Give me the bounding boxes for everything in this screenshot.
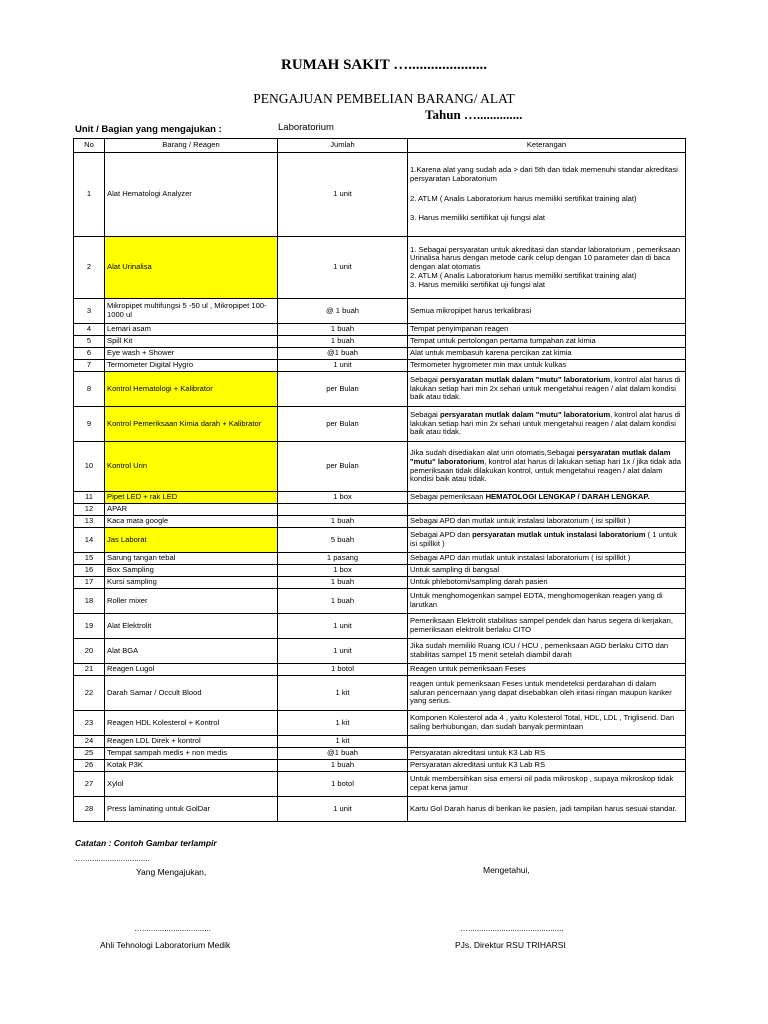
item-quantity: 1 buah (278, 336, 408, 348)
item-name: Reagen HDL Kolesterol + Kontrol (105, 711, 278, 736)
note-line: Jika sudah memiliki Ruang ICU / HCU , pemeriksaan AGD berlaku CITO dan stabilitas sampel 15 menit setelah diambil darah (410, 641, 669, 659)
note-text: Jika sudah disediakan alat urin otomatis,Sebagai (410, 448, 577, 458)
item-quantity: 5 buah (278, 528, 408, 553)
note-emphasis: persyaratan mutlak untuk instalasi laboratorium (472, 530, 646, 540)
item-quantity: @1 buah (278, 748, 408, 760)
note-text: , kontrol alat harus di lakukan setiap hari min 2x sehari untuk mengetahui reagen / alat dalam kondisi baik atau tidak. (410, 409, 681, 437)
row-number: 2 (74, 237, 105, 299)
procurement-table (73, 138, 686, 822)
item-note (408, 528, 686, 553)
row-number: 16 (74, 565, 105, 577)
item-quantity: per Bulan (278, 407, 408, 442)
item-name: Alat Urinalisa (105, 237, 278, 299)
note-text: Sebagai APD dan (410, 530, 473, 540)
note-line: Tempat untuk pertolongan pertama tumpahan zat kimia (410, 336, 596, 346)
item-name: Kontrol Pemeriksaan Kimia darah + Kalibrator (105, 407, 278, 442)
item-quantity: 1 unit (278, 797, 408, 822)
item-name: Reagen Lugol (105, 664, 278, 676)
item-name: Jas Laborat (105, 528, 278, 553)
table-row (74, 748, 686, 760)
applicant-title: Yang Mengajukan, (136, 867, 207, 877)
table-row (74, 565, 686, 577)
note-line: Termometer hygrometer min max untuk kulkas (410, 360, 567, 370)
item-note (408, 711, 686, 736)
note-line: Untuk menghomogenkan sampel EDTA, menghomogenkan reagen yang di larutkan (410, 591, 663, 609)
applicant-name: Ahli Tehnologi Laboratorium Medik (100, 940, 231, 950)
row-number: 12 (74, 504, 105, 516)
note-line: Persyaratan akreditasi untuk K3 Lab RS (410, 748, 546, 758)
table-row (74, 324, 686, 336)
item-name: Mikropipet multifungsi 5 -50 ul , Mikropipet 100-1000 ul (105, 299, 278, 324)
item-quantity: per Bulan (278, 442, 408, 492)
item-quantity: 1 unit (278, 237, 408, 299)
item-name: Spill Kit (105, 336, 278, 348)
item-quantity (278, 504, 408, 516)
note-line: 3. Harus memiliki sertifikat uji fungsi alat (410, 213, 546, 223)
note-text: ( 1 untuk isi spillkit ) (410, 530, 678, 548)
item-note (408, 442, 686, 492)
table-row (74, 492, 686, 504)
note-line: 1. Sebagai persyaratan untuk akreditasi dan standar laboratorium , pemeriksaan Urinalisa harus dengan metode carik celup dengan 10 parameter dan di baca dengan alat otomatis (410, 244, 681, 272)
item-name: Lemari asam (105, 324, 278, 336)
row-number: 17 (74, 577, 105, 589)
row-number: 20 (74, 639, 105, 664)
item-note (408, 664, 686, 676)
item-quantity: 1 unit (278, 153, 408, 237)
item-name: Roller mixer (105, 589, 278, 614)
table-row (74, 528, 686, 553)
table-row (74, 797, 686, 822)
item-quantity: 1 buah (278, 589, 408, 614)
row-number: 8 (74, 372, 105, 407)
item-name: Reagen LDL Direk + kontrol (105, 736, 278, 748)
note-line: Sebagai APD dan mutlak untuk instalasi laboratorium ( isi spillkit ) (410, 516, 631, 526)
note-line (410, 184, 683, 195)
item-name: Kontrol Hematologi + Kalibrator (105, 372, 278, 407)
item-name: Kotak P3K (105, 760, 278, 772)
row-number: 4 (74, 324, 105, 336)
item-quantity: 1 kit (278, 676, 408, 711)
item-note (408, 676, 686, 711)
note-line: Untuk sampling di bangsal (410, 565, 500, 575)
row-number: 19 (74, 614, 105, 639)
item-note (408, 492, 686, 504)
table-row (74, 336, 686, 348)
row-number: 22 (74, 676, 105, 711)
item-name: Pipet LED + rak LED (105, 492, 278, 504)
table-row (74, 153, 686, 237)
note-line: 3. Harus memiliki sertifikat uji fungsi alat (410, 279, 546, 289)
table-row (74, 407, 686, 442)
row-number: 6 (74, 348, 105, 360)
item-name: Alat Hematologi Analyzer (105, 153, 278, 237)
item-note (408, 565, 686, 577)
table-row (74, 711, 686, 736)
table-row (74, 360, 686, 372)
item-quantity: 1 kit (278, 736, 408, 748)
item-name: Kaca mata google (105, 516, 278, 528)
note-line: Reagen untuk pemeriksaan Feses (410, 664, 526, 674)
header-no: No (74, 139, 105, 153)
item-quantity: 1 buah (278, 516, 408, 528)
item-name: Box Sampling (105, 565, 278, 577)
row-number: 28 (74, 797, 105, 822)
table-row (74, 760, 686, 772)
note-line: Untuk phlebotomi/sampling darah pasien (410, 577, 548, 587)
acknowledger-signature-line: …........................................... (460, 924, 564, 933)
row-number: 9 (74, 407, 105, 442)
item-note (408, 797, 686, 822)
note-line: Kartu Gol Darah harus di berikan ke pasien, jadi tampilan harus sesuai standar. (410, 803, 677, 813)
year-label: Tahun ….............. (425, 107, 523, 122)
note-emphasis: persyaratan mutlak dalam "mutu" laboratorium (439, 409, 611, 419)
row-number: 27 (74, 772, 105, 797)
note-line: 1.Karena alat yang sudah ada > dari 5th dan tidak memenuhi standar akreditasi persyaratan Laboratorium (410, 165, 678, 183)
item-note (408, 589, 686, 614)
table-row (74, 237, 686, 299)
row-number: 1 (74, 153, 105, 237)
item-quantity: 1 buah (278, 577, 408, 589)
item-note (408, 748, 686, 760)
table-row (74, 299, 686, 324)
row-number: 7 (74, 360, 105, 372)
row-number: 21 (74, 664, 105, 676)
note-text: , kontrol alat harus di lakukan setiap hari min 2x sehari untuk mengetahui reagen / alat dalam kondisi baik atau tidak. (410, 374, 681, 402)
item-note (408, 153, 686, 237)
row-number: 18 (74, 589, 105, 614)
item-note (408, 237, 686, 299)
item-note (408, 553, 686, 565)
row-number: 23 (74, 711, 105, 736)
document-subtitle: PENGAJUAN PEMBELIAN BARANG/ ALAT (253, 91, 515, 106)
table-row (74, 676, 686, 711)
unit-value: Laboratorium (278, 122, 334, 133)
item-quantity: 1 buah (278, 760, 408, 772)
item-note (408, 614, 686, 639)
table-row (74, 772, 686, 797)
item-quantity: 1 botol (278, 772, 408, 797)
note-text: Sebagai (410, 374, 440, 384)
table-row (74, 442, 686, 492)
item-note (408, 360, 686, 372)
table-row (74, 577, 686, 589)
item-note (408, 760, 686, 772)
item-name: Alat Elektrolit (105, 614, 278, 639)
item-name: Kursi sampling (105, 577, 278, 589)
item-quantity: 1 unit (278, 639, 408, 664)
acknowledger-title: Mengetahui, (483, 865, 530, 875)
note-text: , kontrol alat harus di lakukan setiap hari 1x / jika tidak ada pemeriksaan tidak dilakukan kontrol, untuk mengetahui reagen / alat dalam kondisi baik atau tidak. (410, 456, 681, 484)
row-number: 3 (74, 299, 105, 324)
date-dots: ….............................. (75, 854, 150, 863)
header-qty: Jumlah (278, 139, 408, 153)
table-row (74, 589, 686, 614)
item-quantity: per Bulan (278, 372, 408, 407)
table-row (74, 372, 686, 407)
note-line: 2. ATLM ( Analis Laboratorium harus memiliki sertifikat training alat) (410, 270, 637, 280)
table-row (74, 553, 686, 565)
table-row (74, 516, 686, 528)
note-line: Untuk membersihkan sisa emersi oil pada mikroskop , supaya mikroskop tidak cepat kena jamur (410, 774, 674, 792)
item-quantity: 1 box (278, 565, 408, 577)
note-line: Semua mikropipet harus terkalibrasi (410, 305, 532, 315)
item-note (408, 516, 686, 528)
item-note (408, 336, 686, 348)
header-item: Barang / Reagen (105, 139, 278, 153)
item-name: Tempat sampah medis + non medis (105, 748, 278, 760)
note-line: 2. ATLM ( Analis Laboratorium harus memiliki sertifikat training alat) (410, 193, 637, 203)
table-row (74, 614, 686, 639)
note-line: Alat untuk membasuh karena percikan zat kimia (410, 348, 572, 358)
note-line: Tempat penyimpanan reagen (410, 324, 509, 334)
note-text: Sebagai (410, 409, 440, 419)
row-number: 14 (74, 528, 105, 553)
item-note (408, 639, 686, 664)
item-quantity: 1 pasang (278, 553, 408, 565)
note-line: Persyaratan akreditasi untuk K3 Lab RS (410, 760, 546, 770)
item-note (408, 324, 686, 336)
row-number: 26 (74, 760, 105, 772)
item-name: Xylol (105, 772, 278, 797)
item-note (408, 299, 686, 324)
table-row (74, 664, 686, 676)
attachment-note: Catatan : Contoh Gambar terlampir (75, 838, 217, 848)
table-body (74, 153, 686, 822)
row-number: 13 (74, 516, 105, 528)
unit-label: Unit / Bagian yang mengajukan : (75, 124, 222, 135)
note-emphasis: HEMATOLOGI LENGKAP / DARAH LENGKAP. (485, 492, 650, 502)
item-name: Eye wash + Shower (105, 348, 278, 360)
table-row (74, 348, 686, 360)
hospital-title: RUMAH SAKIT …..................... (281, 57, 487, 73)
row-number: 10 (74, 442, 105, 492)
item-quantity: @1 buah (278, 348, 408, 360)
item-note (408, 372, 686, 407)
table-row (74, 736, 686, 748)
item-quantity: 1 box (278, 492, 408, 504)
note-text: Sebagai pemeriksaan (410, 492, 486, 502)
item-quantity: 1 botol (278, 664, 408, 676)
item-note (408, 577, 686, 589)
item-name: Sarung tangan tebal (105, 553, 278, 565)
row-number: 15 (74, 553, 105, 565)
note-line: Sebagai APD dan mutlak untuk instalasi laboratorium ( isi spillkit ) (410, 553, 631, 563)
row-number: 5 (74, 336, 105, 348)
item-name: Darah Samar / Occult Blood (105, 676, 278, 711)
item-note (408, 504, 686, 516)
table-header-row (74, 139, 686, 153)
item-name: Termometer Digital Hygro (105, 360, 278, 372)
item-name: Alat BGA (105, 639, 278, 664)
item-note (408, 736, 686, 748)
acknowledger-name: PJs. Direktur RSU TRIHARSI (455, 940, 566, 950)
item-name: Kontrol Urin (105, 442, 278, 492)
item-quantity: 1 kit (278, 711, 408, 736)
table-row (74, 639, 686, 664)
item-name: APAR (105, 504, 278, 516)
item-quantity: 1 unit (278, 360, 408, 372)
table-row (74, 504, 686, 516)
applicant-signature-line: …............................... (134, 924, 211, 933)
row-number: 24 (74, 736, 105, 748)
note-line: reagen untuk pemeriksaan Feses untuk mendeteksi perdarahan di dalam saluran pencernaan yang dapat disebabkan oleh iritasi ringan maupun kanker yang serius. (410, 678, 672, 706)
item-quantity: 1 unit (278, 614, 408, 639)
note-line: Komponen Kolesterol ada 4 , yaitu Kolesterol Total, HDL, LDL , Trigliserid. Dan saling berhubungan, dan sudah banyak permintaan (410, 713, 675, 731)
item-quantity: 1 buah (278, 324, 408, 336)
note-emphasis: persyaratan mutlak dalam "mutu" laboratorium (410, 448, 671, 466)
row-number: 25 (74, 748, 105, 760)
item-note (408, 407, 686, 442)
header-note: Keterangan (408, 139, 686, 153)
item-note (408, 348, 686, 360)
note-line: Pemeriksaan Elektrolit stabilitas sampel pendek dan harus segera di kerjakan, pemeriksaan elektrolit berlaku CITO (410, 616, 673, 634)
row-number: 11 (74, 492, 105, 504)
item-note (408, 772, 686, 797)
item-quantity: @ 1 buah (278, 299, 408, 324)
item-name: Press laminating untuk GolDar (105, 797, 278, 822)
note-emphasis: persyaratan mutlak dalam "mutu" laboratorium (439, 374, 611, 384)
